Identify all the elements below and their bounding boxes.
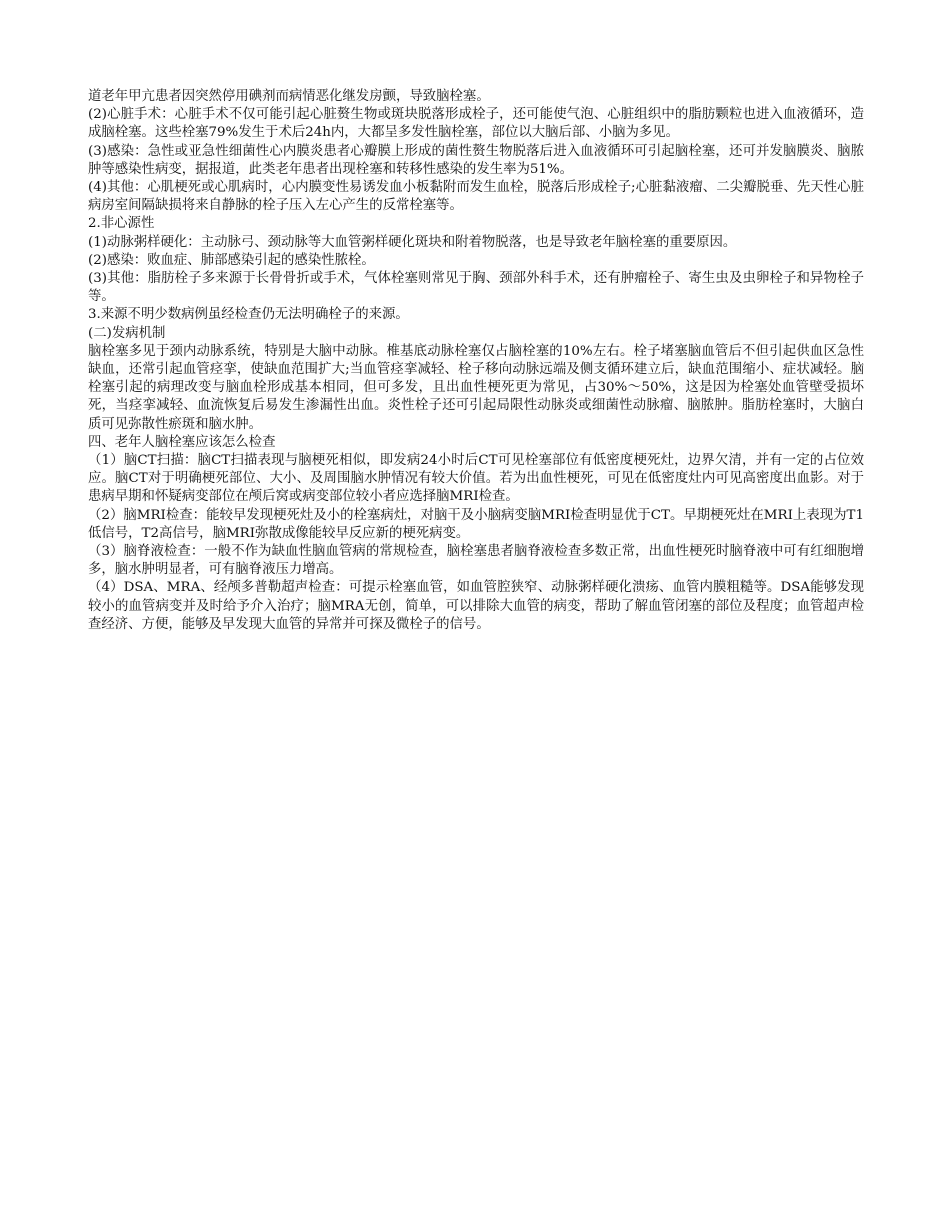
paragraph-cardiac-surgery: (2)心脏手术：心脏手术不仅可能引起心脏赘生物或斑块脱落形成栓子，还可能使气泡、心脏组织中的脂肪颗粒也进入血液循环，造成脑栓塞。这些栓塞79%发生于术后24h内，大都呈多发性脑栓塞，部位以大脑后部、小脑为多见。	[88, 107, 864, 141]
paragraph-unknown-source: 3.来源不明少数病例虽经检查仍无法明确栓子的来源。	[88, 307, 409, 323]
paragraph-pathogenesis: 脑栓塞多见于颈内动脉系统，特别是大脑中动脉。椎基底动脉栓塞仅占脑栓塞的10%左右。栓子堵塞脑血管后不但引起供血区急性缺血，还常引起血管痉挛，使缺血范围扩大;当血管痉挛减轻、栓子移向动脉远端及侧支循环建立后，缺血范围缩小、症状减轻。脑栓塞引起的病理改变与脑血栓形成基本相同，但可多发，且出血性梗死更为常见，占30%～50%，这是因为栓塞处血管壁受损坏死，当痉挛减轻、血流恢复后易发生渗漏性出血。炎性栓子还可引起局限性动脉炎或细菌性动脉瘤、脑脓肿。脂肪栓塞时，大脑白质可见弥散性瘀斑和脑水肿。	[88, 343, 864, 432]
paragraph-csf: （3）脑脊液检查：一般不作为缺血性脑血管病的常规检查，脑栓塞患者脑脊液检查多数正常，出血性梗死时脑脊液中可有红细胞增多，脑水肿明显者，可有脑脊液压力增高。	[88, 544, 864, 578]
document-body	[88, 88, 864, 634]
section-heading-pathogenesis: (二)发病机制	[88, 325, 166, 341]
paragraph-dsa-mra-tcd: （4）DSA、MRA、经颅多普勒超声检查：可提示栓塞血管，如血管腔狭窄、动脉粥样硬化溃疡、血管内膜粗糙等。DSA能够发现较小的血管病变并及时给予介入治疗；脑MRA无创，简单，可以排除大血管的病变，帮助了解血管闭塞的部位及程度；血管超声检查经济、方便，能够及早发现大血管的异常并可探及微栓子的信号。	[88, 580, 864, 632]
paragraph-other-cardiac: (4)其他：心肌梗死或心肌病时，心内膜变性易诱发血小板黏附而发生血栓，脱落后形成栓子;心脏黏液瘤、二尖瓣脱垂、先天性心脏病房室间隔缺损将来自静脉的栓子压入左心产生的反常栓塞等。	[88, 180, 864, 214]
paragraph-infection: (3)感染：急性或亚急性细菌性心内膜炎患者心瓣膜上形成的菌性赘生物脱落后进入血液循环可引起脑栓塞，还可并发脑膜炎、脑脓肿等感染性病变，据报道，此类老年患者出现栓塞和转移性感染的发生率为51%。	[88, 143, 864, 177]
paragraph-other-emboli: (3)其他：脂肪栓子多来源于长骨骨折或手术，气体栓塞则常见于胸、颈部外科手术，还有肿瘤栓子、寄生虫及虫卵栓子和异物栓子等。	[88, 271, 864, 305]
paragraph-atherosclerosis: (1)动脉粥样硬化：主动脉弓、颈动脉等大血管粥样硬化斑块和附着物脱落，也是导致老年脑栓塞的重要原因。	[88, 234, 737, 250]
section-heading-non-cardiac: 2.非心源性	[88, 216, 155, 232]
paragraph-ct-scan: （1）脑CT扫描：脑CT扫描表现与脑梗死相似，即发病24小时后CT可见栓塞部位有低密度梗死灶，边界欠清，并有一定的占位效应。脑CT对于明确梗死部位、大小、及周围脑水肿情况有较大价值。若为出血性梗死，可见在低密度灶内可见高密度出血影。对于患病早期和怀疑病变部位在颅后窝或病变部位较小者应选择脑MRI检查。	[88, 453, 864, 505]
paragraph-hyperthyroid-continuation: 道老年甲亢患者因突然停用碘剂而病情恶化继发房颤，导致脑栓塞。	[88, 89, 490, 104]
paragraph-mri: （2）脑MRI检查：能较早发现梗死灶及小的栓塞病灶，对脑干及小脑病变脑MRI检查明显优于CT。早期梗死灶在MRI上表现为T1低信号，T2高信号，脑MRI弥散成像能较早反应新的梗死病变。	[88, 507, 864, 541]
section-heading-examination: 四、老年人脑栓塞应该怎么检查	[88, 434, 276, 450]
paragraph-sepsis: (2)感染：败血症、肺部感染引起的感染性脓栓。	[88, 252, 375, 268]
